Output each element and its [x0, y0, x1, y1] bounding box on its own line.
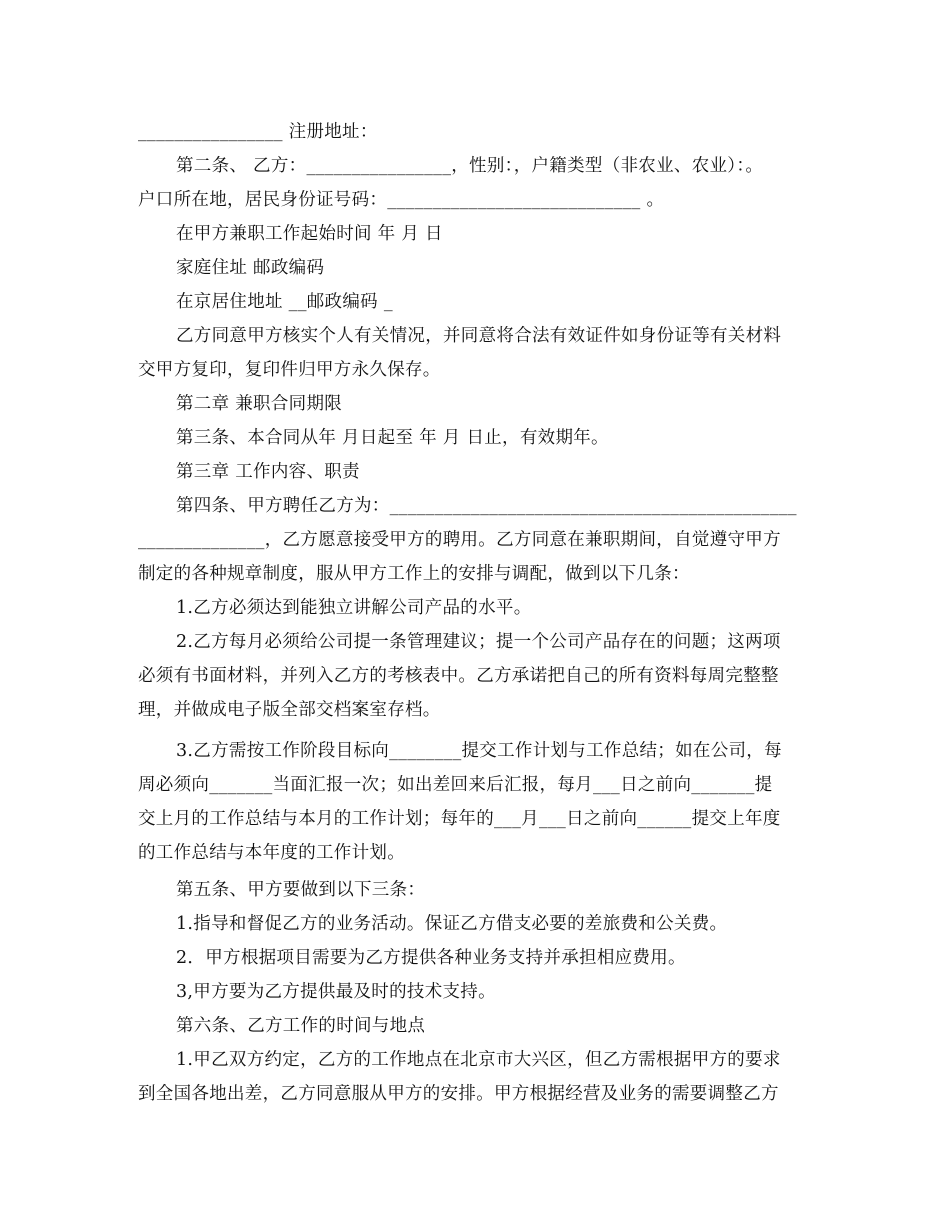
text-line-3: 户口所在地，居民身份证号码：____________________________ 。	[138, 190, 665, 210]
text-line-16: 2.乙方每月必须给公司提一条管理建议；提一个公司产品存在的问题；这两项	[176, 632, 781, 652]
text-line-20: 周必须向_______当面汇报一次；如出差回来后汇报，每月___日之前向_______提	[138, 775, 773, 795]
text-line-13: ______________，乙方愿意接受甲方的聘用。乙方同意在兼职期间，自觉遵守甲方	[138, 530, 781, 550]
text-line-14: 制定的各种规章制度，服从甲方工作上的安排与调配，做到以下几条：	[138, 564, 690, 584]
text-line-23: 第五条、甲方要做到以下三条：	[176, 880, 426, 900]
text-line-24: 1.指导和督促乙方的业务活动。保证乙方借支必要的差旅费和公关费。	[176, 914, 728, 934]
text-line-17: 必须有书面材料，并列入乙方的考核表中。乙方承诺把自己的所有资料每周完整整	[138, 666, 779, 686]
text-line-26: 3,甲方要为乙方提供最及时的技术支持。	[176, 982, 496, 1002]
text-line-19: 3.乙方需按工作阶段目标向________提交工作计划与工作总结；如在公司，每	[176, 741, 782, 761]
text-line-11: 第三章 工作内容、职责	[176, 462, 360, 482]
text-line-18: 理，并做成电子版全部交档案室存档。	[138, 700, 441, 720]
text-line-29: 到全国各地出差，乙方同意服从甲方的安排。甲方根据经营及业务的需要调整乙方	[138, 1084, 779, 1104]
text-line-12: 第四条、甲方聘任乙方为：_____________________________________________	[176, 496, 797, 516]
text-line-4: 在甲方兼职工作起始时间 年 月 日	[176, 224, 443, 244]
text-line-25: 2．甲方根据项目需要为乙方提供各种业务支持并承担相应费用。	[176, 948, 686, 968]
text-line-2: 第二条、 乙方：________________，性别：，户籍类型（非农业、农业）：。	[176, 156, 764, 176]
text-line-6: 在京居住地址 __邮政编码 _	[176, 292, 393, 312]
text-line-21: 交上月的工作总结与本月的工作计划；每年的___月___日之前向______提交上年度	[138, 809, 781, 829]
text-line-1: ________________ 注册地址：	[138, 122, 378, 142]
text-line-8: 交甲方复印，复印件归甲方永久保存。	[138, 360, 441, 380]
text-line-28: 1.甲乙双方约定，乙方的工作地点在北京市大兴区，但乙方需根据甲方的要求	[176, 1050, 781, 1070]
text-line-10: 第三条、本合同从年 月日起至 年 月 日止，有效期年。	[176, 428, 609, 448]
text-line-15: 1.乙方必须达到能独立讲解公司产品的水平。	[176, 598, 532, 618]
text-line-22: 的工作总结与本年度的工作计划。	[138, 843, 405, 863]
text-line-27: 第六条、乙方工作的时间与地点	[176, 1016, 426, 1036]
text-line-7: 乙方同意甲方核实个人有关情况，并同意将合法有效证件如身份证等有关材料	[176, 326, 782, 346]
text-line-5: 家庭住址 邮政编码	[176, 258, 325, 278]
text-line-9: 第二章 兼职合同期限	[176, 394, 343, 414]
